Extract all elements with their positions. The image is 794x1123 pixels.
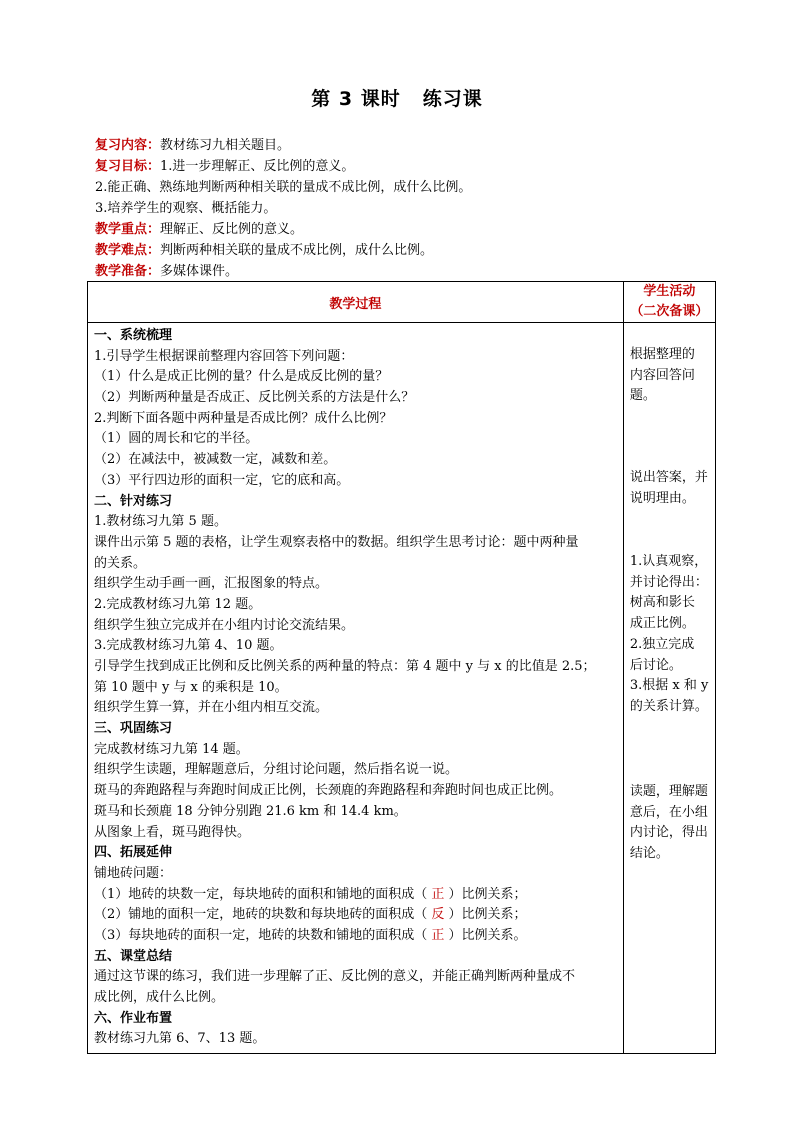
student-activity-note	[630, 782, 712, 865]
table-body-row	[88, 323, 716, 1054]
process-line: 引导学生找到成正比例和反比例关系的两种量的特点：第 4 题中 y 与 x 的比值是 2.5；	[94, 659, 596, 674]
section-heading: 一、系统梳理	[94, 328, 173, 343]
section-heading: 二、针对练习	[94, 493, 173, 509]
blank-text: ）比例关系。	[444, 927, 527, 943]
note-line: 3.根据 x 和 y	[629, 678, 709, 694]
review-goal-3: 3.培养学生的观察、概括能力。	[95, 201, 277, 216]
note-line: 的关系计算。	[629, 698, 708, 714]
process-line: （1）圆的周长和它的半径。	[94, 431, 259, 447]
note-line: 成正比例。	[629, 616, 695, 632]
teaching-preparation: 教学准备：多媒体课件。	[95, 264, 239, 279]
review-goal-2: 2.能正确、熟练地判断两种相关联的量成不成比例，成什么比例。	[95, 180, 472, 195]
fill-blank-line	[94, 885, 617, 906]
student-activity-header: 学生活动 （二次备课）	[623, 282, 715, 323]
student-activity-note	[630, 552, 712, 718]
table-header-row	[88, 282, 716, 323]
process-line: 1.教材练习九第 5 题。	[94, 514, 227, 530]
process-line: （3）平行四边形的面积一定，它的底和高。	[94, 472, 350, 488]
process-line: （2）判断两种量是否成正、反比例关系的方法是什么？	[94, 390, 415, 406]
process-line: 课件出示第 5 题的表格，让学生观察表格中的数据。组织学生思考讨论：题中两种量	[94, 534, 579, 550]
process-line: 组织学生算一算，并在小组内相互交流。	[94, 700, 329, 716]
student-activity-note	[630, 468, 712, 509]
blank-text: （2）铺地的面积一定，地砖的块数和每块地砖的面积成（	[94, 907, 432, 923]
process-line: 的关系。	[94, 555, 147, 571]
note-line: 2.独立完成	[629, 636, 695, 652]
blank-text: ）比例关系；	[444, 907, 527, 923]
note-line: 结论。	[629, 846, 669, 862]
process-line: 组织学生独立完成并在小组内讨论交流结果。	[94, 617, 355, 633]
review-content: 复习内容：教材练习九相关题目。	[95, 138, 291, 153]
blank-text: （3）每块地砖的面积一定，地砖的块数和铺地的面积成（	[94, 927, 432, 943]
fill-blank-line	[94, 926, 617, 947]
blank-answer: 正	[431, 886, 445, 902]
note-line: 树高和影长	[629, 595, 695, 611]
note-line: 读题，理解题	[629, 784, 708, 799]
teaching-difficulty: 教学难点：判断两种相关联的量成不成比例，成什么比例。	[95, 243, 434, 258]
student-activity-content	[623, 323, 715, 1054]
fill-blank-line	[94, 905, 617, 926]
process-line: 斑马的奔跑路程与奔跑时间成正比例，长颈鹿的奔跑路程和奔跑时间也成正比例。	[94, 783, 563, 799]
process-line: 铺地砖问题：	[94, 865, 173, 881]
teaching-focus: 教学重点：理解正、反比例的意义。	[95, 222, 304, 237]
note-line: 内容回答问	[629, 367, 695, 383]
process-line: 1.引导学生根据课前整理内容回答下列问题：	[94, 348, 354, 364]
process-line: 2.判断下面各题中两种量是否成比例？成什么比例？	[94, 410, 393, 426]
note-line: 根据整理的	[629, 347, 695, 362]
blank-answer: 正	[431, 927, 445, 943]
process-line: 成比例，成什么比例。	[94, 990, 225, 1005]
lesson-number: 第 3 课时	[311, 88, 401, 110]
blank-answer: 反	[431, 907, 445, 923]
note-line: 并讨论得出：	[629, 574, 708, 590]
process-line: （2）在减法中，被减数一定，减数和差。	[94, 452, 337, 468]
note-line: 说明理由。	[629, 490, 695, 506]
section-heading: 六、作业布置	[94, 1010, 173, 1026]
note-line: 后讨论。	[629, 657, 682, 673]
blank-text: ）比例关系；	[444, 886, 527, 902]
process-line: 3.完成教材练习九第 4、10 题。	[94, 638, 283, 654]
note-line: 内讨论，得出	[629, 825, 708, 841]
lesson-type: 练习课	[422, 88, 483, 110]
process-line: 从图象上看，斑马跑得快。	[94, 824, 251, 840]
note-line: 意后，在小组	[629, 804, 708, 820]
note-line: 说出答案，并	[629, 470, 708, 485]
process-line: 完成教材练习九第 14 题。	[94, 741, 249, 757]
teaching-process-header: 教学过程	[88, 282, 624, 323]
lesson-meta	[95, 135, 715, 282]
section-heading: 三、巩固练习	[94, 721, 173, 737]
process-line: 第 10 题中 y 与 x 的乘积是 10。	[94, 679, 288, 695]
process-line: 教材练习九第 6、7、13 题。	[94, 1031, 266, 1047]
review-goals: 复习目标：1.进一步理解正、反比例的意义。	[95, 159, 355, 174]
note-line: 题。	[629, 388, 656, 404]
lesson-title	[0, 84, 794, 111]
process-line: 斑马和长颈鹿 18 分钟分别跑 21.6 km 和 14.4 km。	[94, 803, 407, 819]
section-heading: 五、课堂总结	[94, 948, 173, 964]
teaching-process-content	[88, 323, 624, 1054]
process-line: 通过这节课的练习，我们进一步理解了正、反比例的意义，并能正确判断两种量成不	[94, 969, 576, 985]
process-line: 2.完成教材练习九第 12 题。	[94, 596, 262, 612]
process-line: 组织学生读题，理解题意后，分组讨论问题，然后指名说一说。	[94, 762, 459, 778]
process-line: 组织学生动手画一画，汇报图象的特点。	[94, 576, 329, 592]
student-activity-note	[630, 345, 712, 407]
section-heading: 四、拓展延伸	[94, 845, 173, 861]
blank-text: （1）地砖的块数一定，每块地砖的面积和铺地的面积成（	[94, 886, 432, 902]
lesson-table	[87, 281, 716, 1054]
process-line: （1）什么是成正比例的量？什么是成反比例的量？	[94, 369, 389, 385]
note-line: 1.认真观察，	[629, 554, 708, 569]
